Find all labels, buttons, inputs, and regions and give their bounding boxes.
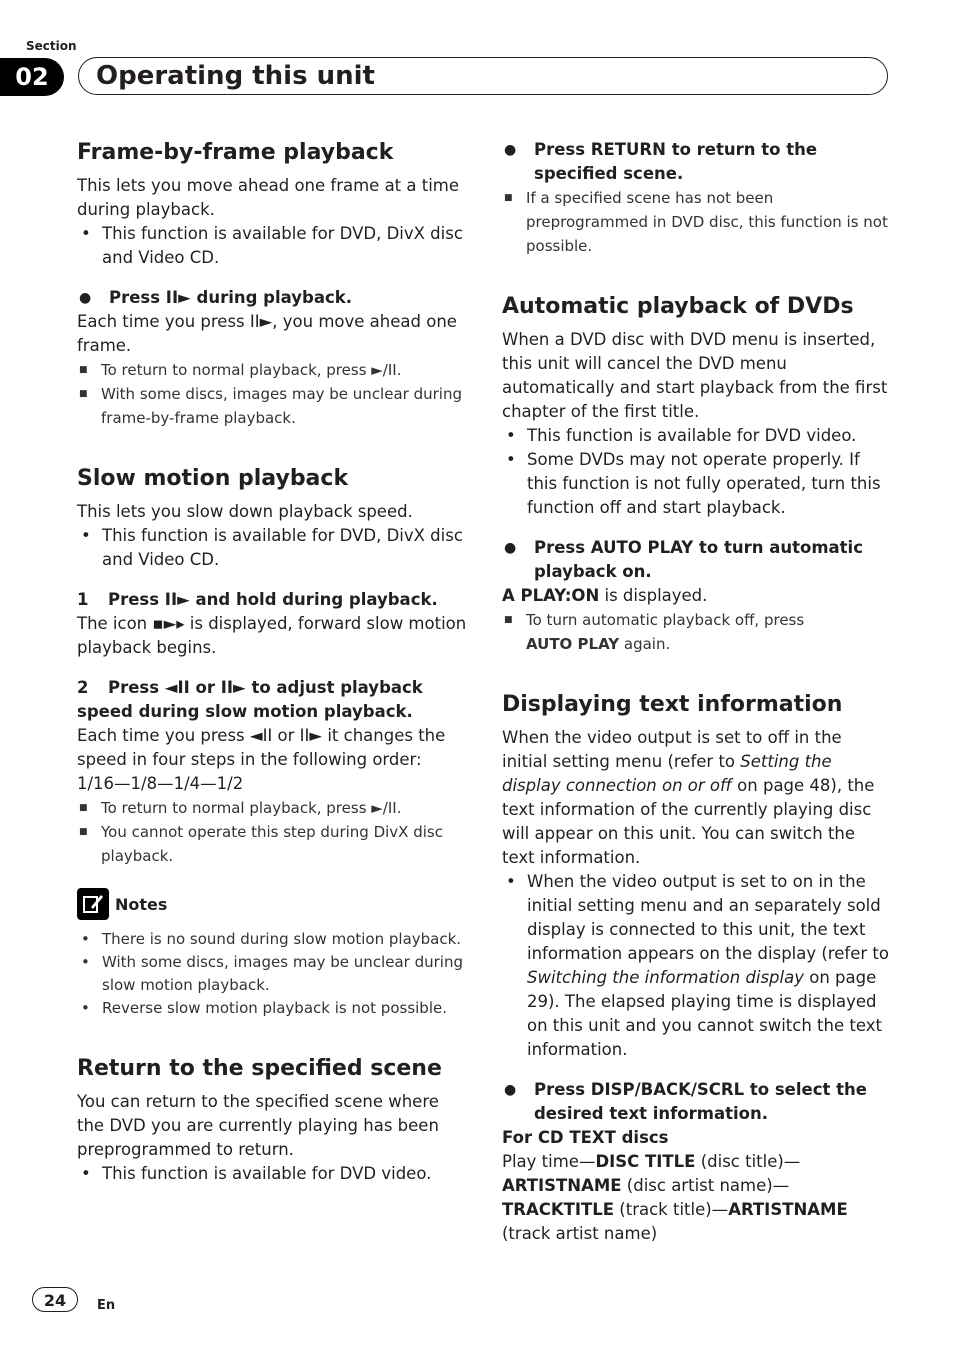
slow-motion-speed-order: 1/16—1/8—1/4—1/2 [77,774,244,793]
notes-item: • There is no sound during slow motion playback. [77,928,467,951]
auto-play-bullet-2: • Some DVDs may not operate properly. If this function is not fully operated, turn this function off and start playback. [502,448,892,520]
auto-play-step: ● Press AUTO PLAY to turn automatic playback on. [502,536,892,584]
return-scene-intro: You can return to the specified scene where the DVD you are currently playing has been preprogrammed to return. [77,1092,439,1159]
seq-item: ARTISTNAME [502,1176,622,1195]
step-text: Press ⅠⅠ► and hold during playback. [108,590,438,609]
auto-play-status-value: A PLAY:ON [502,586,600,605]
frame-by-frame-step: ● Press ⅠⅠ► during playback. [77,286,467,310]
cd-text-label: For CD TEXT discs [502,1128,669,1147]
pencil-note-icon [77,888,109,920]
slow-motion-step-1-desc: The icon ▪►▸ is displayed, forward slow motion playback begins. [77,614,467,657]
auto-play-note-text: To turn automatic playback off, press [526,611,805,629]
bullet-reference: Switching the information display [527,968,804,987]
auto-play-bullet-1: • This function is available for DVD video. [502,424,892,448]
intro-part: When the video output is set to off in the initial setting menu (refer to [502,728,842,771]
frame-by-frame-bullet: • This function is available for DVD, DivX disc and Video CD. [77,222,467,270]
notes-item: • With some discs, images may be unclear during slow motion playback. [77,951,467,997]
step-text: Press ◄ⅠⅠ or ⅠⅠ► to adjust playback speed during slow motion playback. [77,678,423,721]
bullet-part: on page 29). The elapsed playing time is displayed on this unit and you cannot switch the text information. [527,968,882,1059]
intro-part: on page 48), the text information of the currently playing disc will appear on this unit. You can switch the text information. [502,776,875,867]
left-column [77,138,467,1186]
slow-motion-step-2 [77,676,467,724]
text-info-step: ● Press DISP/BACK/SCRL to select the desired text information. [502,1078,892,1126]
slow-motion-bullet: • This function is available for DVD, DivX disc and Video CD. [77,524,467,572]
frame-by-frame-note-2: ■ With some discs, images may be unclear during frame-by-frame playback. [77,382,467,430]
auto-play-note [502,608,892,656]
slow-motion-step-2-desc: Each time you press ◄ⅠⅠ or ⅠⅠ► it changes the speed in four steps in the following order: [77,726,446,769]
seq-item: DISC TITLE [595,1152,696,1171]
seq-part: (disc title)— [695,1152,801,1171]
slow-motion-heading: Slow motion playback [77,466,349,491]
step-number: 2 [77,678,89,697]
seq-part: (track title)— [614,1200,729,1219]
intro-reference: Setting the display connection on or off [502,752,832,795]
seq-part: (disc artist name)— [621,1176,790,1195]
return-scene-heading: Return to the specified scene [77,1056,442,1081]
right-column [502,138,892,1246]
section-label: Section [26,39,77,53]
slow-motion-note-2: ■ You cannot operate this step during DivX disc playback. [77,820,467,868]
text-info-bullet [502,870,892,1062]
auto-play-note-end: again. [619,635,671,653]
slow-motion-intro: This lets you slow down playback speed. [77,502,413,521]
step-number: 1 [77,590,89,609]
auto-play-intro: When a DVD disc with DVD menu is inserted, this unit will cancel the DVD menu automatically and start playback from the first chapter of the first title. [502,330,888,421]
return-scene-bullet: • This function is available for DVD video. [77,1162,467,1186]
bullet-part: When the video output is set to on in the initial setting menu and an separately sold display is connected to this unit, the text information appears on the display (refer to [527,872,889,963]
auto-play-status [502,584,892,608]
auto-play-heading: Automatic playback of DVDs [502,294,854,319]
language-label: En [97,1298,116,1313]
auto-play-status-text: is displayed. [599,586,708,605]
slow-motion-step-1 [77,588,467,612]
auto-play-note-button: AUTO PLAY [526,635,620,653]
seq-part: (track artist name) [502,1224,658,1243]
cd-text-sequence [502,1150,892,1246]
page-number: 24 [32,1287,78,1312]
seq-item: ARTISTNAME [728,1200,848,1219]
slow-motion-note-1: ■ To return to normal playback, press ►/ⅠⅠ. [77,796,467,820]
page-title: Operating this unit [96,61,375,91]
notes-item: • Reverse slow motion playback is not possible. [77,997,467,1020]
frame-by-frame-intro: This lets you move ahead one frame at a time during playback. [77,176,460,219]
seq-item: TRACKTITLE [502,1200,615,1219]
section-number-badge: 02 [0,58,64,96]
frame-by-frame-note-1: ■ To return to normal playback, press ►/ⅠⅠ. [77,358,467,382]
seq-part: Play time— [502,1152,596,1171]
text-info-intro [502,726,892,870]
return-scene-step: ● Press RETURN to return to the specified scene. [502,138,892,186]
frame-by-frame-step-desc: Each time you press ⅠⅠ►, you move ahead one frame. [77,312,457,355]
text-info-heading: Displaying text information [502,692,843,717]
frame-by-frame-heading: Frame-by-frame playback [77,140,394,165]
notes-header [77,888,467,920]
notes-label: Notes [115,894,168,914]
return-scene-note: ■ If a specified scene has not been preprogrammed in DVD disc, this function is not possible. [502,186,892,258]
